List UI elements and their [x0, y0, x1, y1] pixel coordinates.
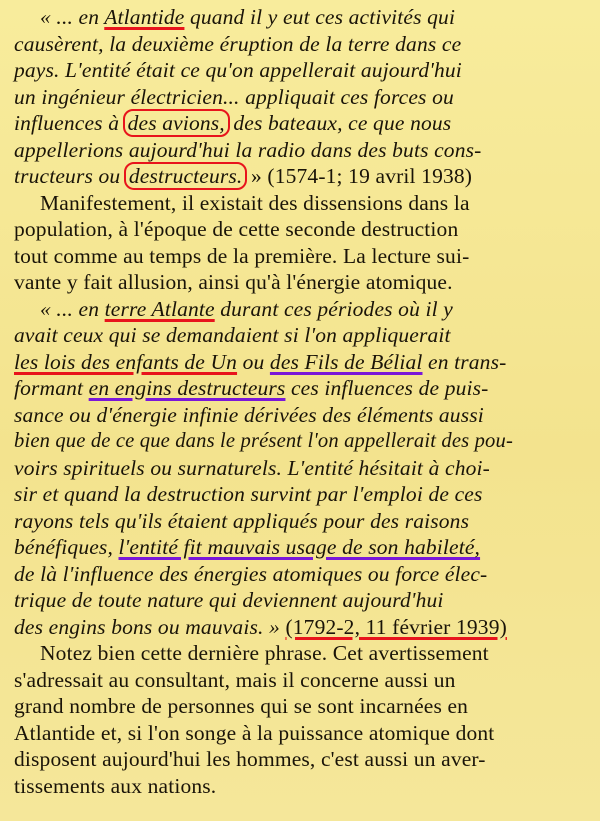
underline-fils-de-belial: des Fils de Bélial [269, 349, 423, 374]
circled-destructeurs: destructeurs. [124, 162, 248, 190]
text-line: Manifestement, il existait des dissensions dans la [40, 190, 470, 215]
underline-reference-1792: (1792-2, 11 février 1939) [285, 614, 507, 639]
circled-avions: des avions, [123, 109, 230, 137]
text-line: les lois des enfants de Un ou des Fils de Bélial en trans- [14, 349, 507, 374]
text-line: pays. L'entité était ce qu'on appellerait aujourd'hui [14, 58, 462, 82]
text-line: trique de toute nature qui deviennent aujourd'hui [14, 588, 444, 612]
text-line: sance ou d'énergie infinie dérivées des éléments aussi [14, 402, 484, 427]
text-line: tout comme au temps de la première. La lecture sui- [14, 243, 470, 268]
paragraph-conclusion [14, 640, 588, 799]
text-line: sir et quand la destruction survint par l'emploi de ces [14, 482, 483, 506]
quote-1 [14, 4, 588, 190]
text-line: « ... en terre Atlante durant ces périodes où il y [40, 296, 453, 321]
text-line: Atlantide et, si l'on songe à la puissance atomique dont [14, 720, 495, 745]
text-line: Notez bien cette dernière phrase. Cet avertissement [40, 641, 489, 665]
paragraph-commentary [14, 190, 588, 296]
text-line: « ... en Atlantide quand il y eut ces activités qui [40, 5, 456, 29]
text-line: formant en engins destructeurs ces influences de puis- [14, 376, 489, 400]
underline-terre-atlante: terre Atlante [104, 296, 215, 321]
text-line: disposent aujourd'hui les hommes, c'est aussi un aver- [14, 747, 486, 771]
text-line: bénéfiques, l'entité fit mauvais usage de son habileté, [14, 535, 481, 559]
text-line: un ingénieur électricien... appliquait ces forces ou [14, 84, 454, 109]
underline-mauvais-usage: l'entité fit mauvais usage de son habileté, [118, 535, 481, 559]
text-line: causèrent, la deuxième éruption de la terre dans ce [14, 31, 462, 56]
text-line: tissements aux nations. [14, 773, 217, 798]
text-line: avait ceux qui se demandaient si l'on appliquerait [14, 323, 451, 347]
text-line: voirs spirituels ou surnaturels. L'entité hésitait à choi- [14, 455, 490, 480]
underline-engins-destructeurs: en engins destructeurs [88, 376, 286, 400]
text-line: appellerions aujourd'hui la radio dans des buts cons- [14, 137, 482, 162]
text-line: grand nombre de personnes qui se sont incarnées en [14, 694, 469, 718]
text-line: s'adressait au consultant, mais il concerne aussi un [14, 667, 456, 692]
text-line: de là l'influence des énergies atomiques ou force élec- [14, 561, 488, 586]
quote-2 [14, 296, 588, 641]
text-line: influences à des avions, des bateaux, ce que nous [14, 111, 452, 135]
text-line: vante y fait allusion, ainsi qu'à l'énergie atomique. [14, 270, 453, 294]
text-line: population, à l'époque de cette seconde destruction [14, 217, 459, 241]
text-line: tructeurs ou destructeurs. » (1574-1; 19 avril 1938) [14, 164, 473, 188]
text-line: rayons tels qu'ils étaient appliqués pour des raisons [14, 508, 470, 533]
underline-enfants-de-un: les lois des enfants de Un [14, 349, 238, 374]
text-line: des engins bons ou mauvais. » (1792-2, 11 février 1939) [14, 614, 507, 639]
underline-atlantide: Atlantide [104, 5, 185, 29]
text-line: bien que de ce que dans le présent l'on appellerait des pou- [14, 430, 513, 452]
